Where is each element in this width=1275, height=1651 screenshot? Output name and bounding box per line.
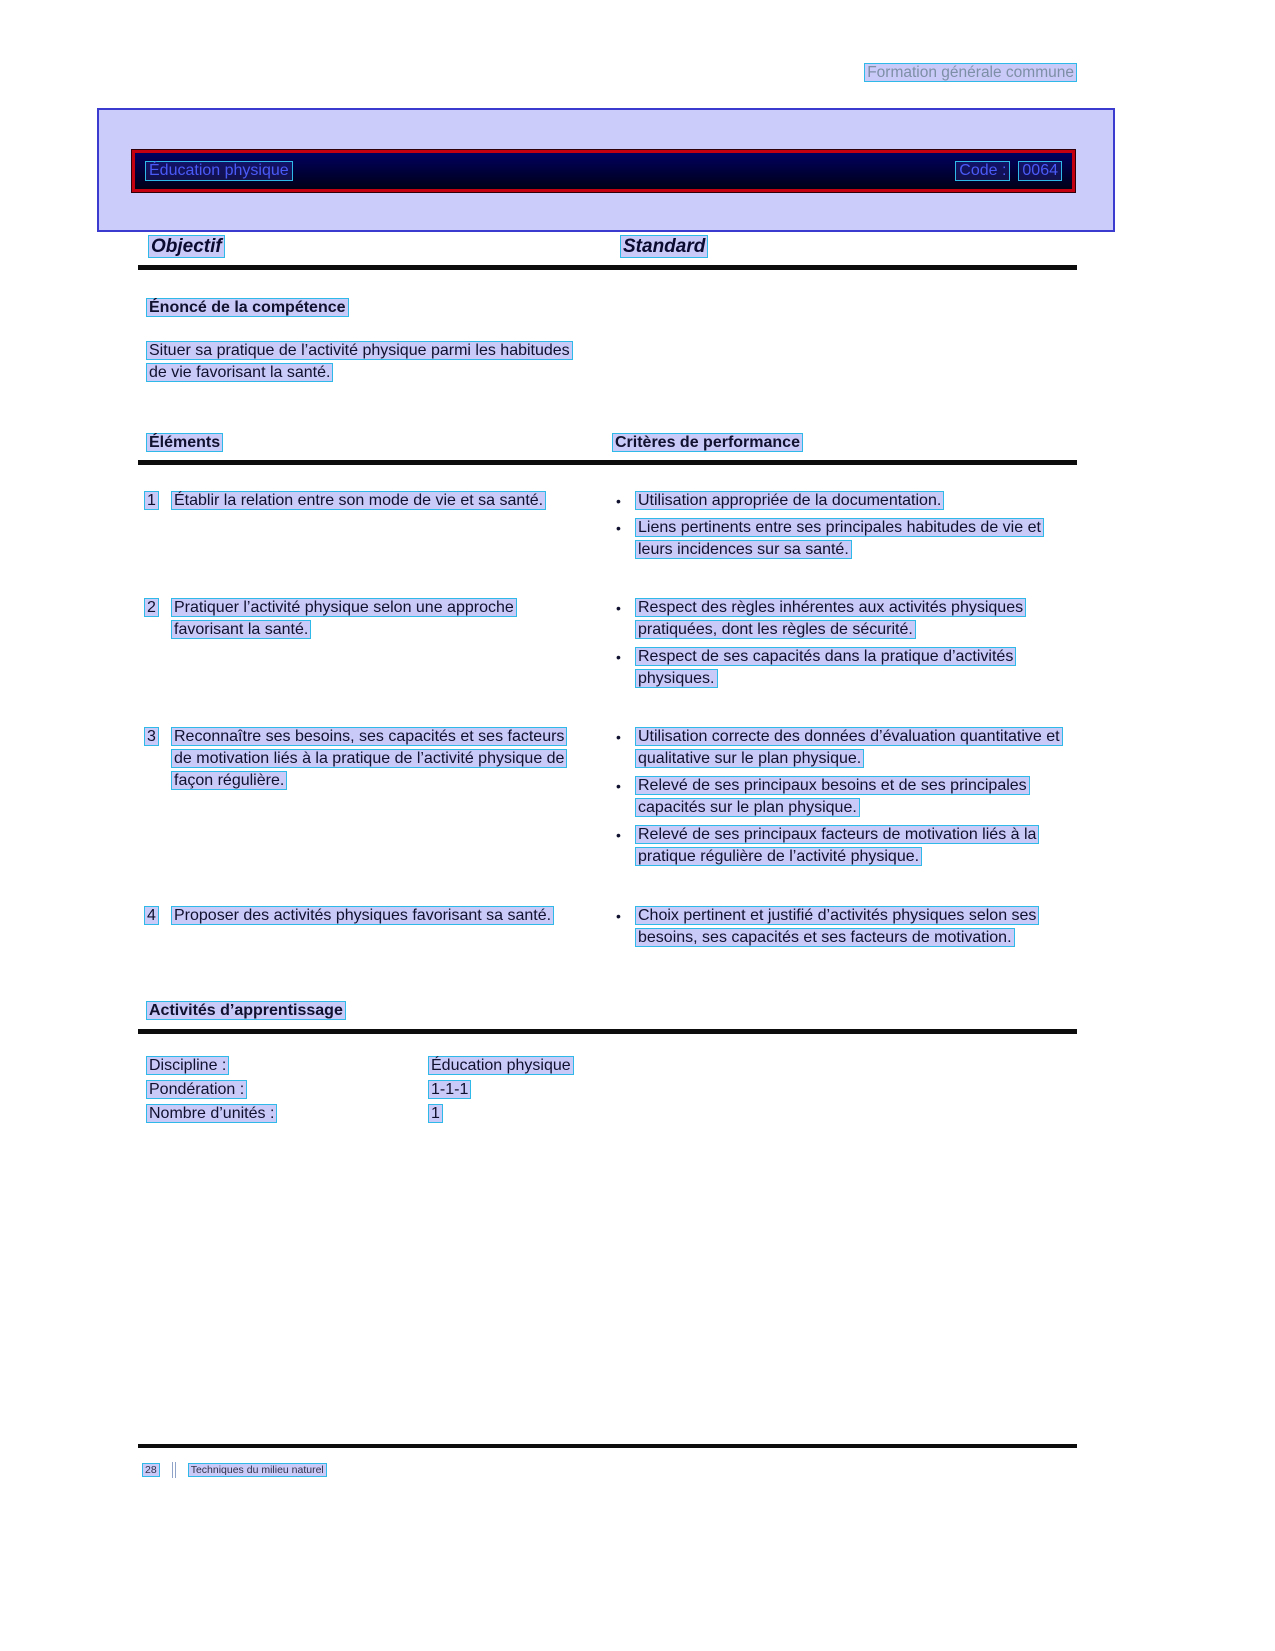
- criteria-text-wrap: [635, 517, 1067, 561]
- field-value-cell: [428, 1079, 1077, 1101]
- element-text: Proposer des activités physiques favorisant sa santé.: [171, 906, 554, 925]
- criteria-text-wrap: [635, 775, 1067, 819]
- criteria-text-wrap: [635, 490, 944, 512]
- field-value-cell: [428, 1103, 1077, 1125]
- criteria-text: Relevé de ses principaux besoins et de ses principales capacités sur le plan physique.: [635, 776, 1030, 817]
- objectif-standard-header: [138, 234, 1077, 260]
- table-row: [138, 597, 1077, 695]
- main-content: [138, 234, 1077, 1127]
- element-text: Établir la relation entre son mode de vie et sa santé.: [171, 491, 546, 510]
- field-label: Pondération :: [146, 1080, 247, 1099]
- field-label: Nombre d’unités :: [146, 1104, 277, 1123]
- criteria-text: Liens pertinents entre ses principales habitudes de vie et leurs incidences sur sa santé.: [635, 518, 1044, 559]
- field-value: 1: [428, 1104, 443, 1123]
- criteria-item: [616, 597, 1077, 641]
- criteria-text: Respect de ses capacités dans la pratique d’activités physiques.: [635, 647, 1016, 688]
- field-label: Discipline :: [146, 1056, 229, 1075]
- page-number: 28: [142, 1463, 160, 1477]
- element-number: [144, 597, 171, 619]
- activities-section: [138, 1000, 1077, 1022]
- element-text-wrap: [171, 726, 573, 792]
- criteria-text-wrap: [635, 646, 1067, 690]
- field-label-cell: [146, 1103, 428, 1125]
- course-banner: [97, 108, 1115, 232]
- element-text: Pratiquer l’activité physique selon une approche favorisant la santé.: [171, 598, 517, 639]
- criteria-table-header: [138, 432, 1077, 454]
- footer-divider-icon: [172, 1462, 176, 1478]
- course-title: Éducation physique: [145, 161, 293, 181]
- criteria-item: [616, 775, 1077, 819]
- field-row: [146, 1055, 1077, 1077]
- criteria-text-wrap: [635, 824, 1067, 868]
- bullet-icon: •: [616, 599, 621, 616]
- field-label-cell: [146, 1079, 428, 1101]
- element-text-wrap: [171, 490, 546, 512]
- element-number: [144, 490, 171, 512]
- element-number-text: 3: [144, 727, 159, 746]
- standard-heading: Standard: [620, 235, 708, 258]
- bullet-icon: •: [616, 492, 621, 509]
- field-value: 1-1-1: [428, 1080, 471, 1099]
- table-row: [138, 490, 1077, 566]
- header-right-text: Formation générale commune: [864, 63, 1077, 82]
- document-header: [138, 64, 1077, 82]
- element-number-text: 2: [144, 598, 159, 617]
- bullet-icon: •: [616, 778, 621, 795]
- element-text: Reconnaître ses besoins, ses capacités et ses facteurs de motivation liés à la pratique de l’activité physique de façon régulière.: [171, 727, 567, 790]
- objectif-heading-cell: [148, 234, 620, 260]
- footer-line: [138, 1462, 1077, 1478]
- criteria-item: [616, 905, 1077, 949]
- course-banner-bar: [132, 150, 1075, 192]
- criteria-item: [616, 646, 1077, 690]
- element-number: [144, 905, 171, 927]
- element-text-wrap: [171, 905, 554, 927]
- elements-header: Éléments: [146, 433, 223, 452]
- criteria-item: [616, 517, 1077, 561]
- element-number-text: 4: [144, 906, 159, 925]
- criteria-list: [616, 597, 1077, 695]
- horizontal-rule: [138, 1444, 1077, 1448]
- criteria-list: [616, 726, 1077, 873]
- field-value: Éducation physique: [428, 1056, 574, 1075]
- course-code-label: Code :: [955, 161, 1010, 181]
- element-cell: [138, 905, 616, 954]
- horizontal-rule: [138, 265, 1077, 270]
- table-row: [138, 726, 1077, 873]
- criteria-text-wrap: [635, 597, 1067, 641]
- element-cell: [138, 726, 616, 873]
- page-footer: [138, 1444, 1077, 1478]
- criteria-text: Choix pertinent et justifié d’activités physiques selon ses besoins, ses capacités et ses facteurs de motivation.: [635, 906, 1039, 947]
- criteria-text: Relevé de ses principaux facteurs de motivation liés à la pratique régulière de l’activité physique.: [635, 825, 1039, 866]
- criteria-text: Utilisation appropriée de la documentation.: [635, 491, 944, 510]
- standard-heading-cell: [620, 234, 1077, 260]
- course-code-value: 0064: [1018, 161, 1062, 181]
- elements-header-cell: [146, 432, 612, 454]
- activities-fields: [138, 1055, 1077, 1125]
- horizontal-rule: [138, 460, 1077, 465]
- course-code: [955, 161, 1062, 181]
- enonce-section: [138, 297, 1077, 319]
- criteres-header: Critères de performance: [612, 433, 803, 452]
- field-row: [146, 1079, 1077, 1101]
- enonce-body-block: [138, 340, 591, 384]
- enonce-body-text: Situer sa pratique de l’activité physique parmi les habitudes de vie favorisant la santé.: [146, 341, 573, 382]
- table-row: [138, 905, 1077, 954]
- bullet-icon: •: [616, 729, 621, 746]
- activities-title: Activités d’apprentissage: [146, 1001, 346, 1020]
- element-cell: [138, 490, 616, 566]
- element-cell: [138, 597, 616, 695]
- bullet-icon: •: [616, 519, 621, 536]
- criteria-text: Respect des règles inhérentes aux activités physiques pratiquées, dont les règles de sécurité.: [635, 598, 1026, 639]
- bullet-icon: •: [616, 827, 621, 844]
- criteria-text-wrap: [635, 905, 1067, 949]
- criteria-item: [616, 824, 1077, 868]
- footer-text: Techniques du milieu naturel: [188, 1463, 327, 1477]
- criteria-text: Utilisation correcte des données d’évaluation quantitative et qualitative sur le plan physique.: [635, 727, 1063, 768]
- objectif-heading: Objectif: [148, 235, 225, 258]
- criteria-item: [616, 490, 1077, 512]
- element-text-wrap: [171, 597, 573, 641]
- bullet-icon: •: [616, 907, 621, 924]
- criteria-text-wrap: [635, 726, 1067, 770]
- element-number: [144, 726, 171, 748]
- field-row: [146, 1103, 1077, 1125]
- field-label-cell: [146, 1055, 428, 1077]
- criteria-list: [616, 905, 1077, 954]
- bullet-icon: •: [616, 648, 621, 665]
- criteria-list: [616, 490, 1077, 566]
- criteria-table-body: [138, 490, 1077, 954]
- criteria-item: [616, 726, 1077, 770]
- field-value-cell: [428, 1055, 1077, 1077]
- criteres-header-cell: [612, 432, 1077, 454]
- horizontal-rule: [138, 1029, 1077, 1034]
- element-number-text: 1: [144, 491, 159, 510]
- enonce-title: Énoncé de la compétence: [146, 298, 349, 317]
